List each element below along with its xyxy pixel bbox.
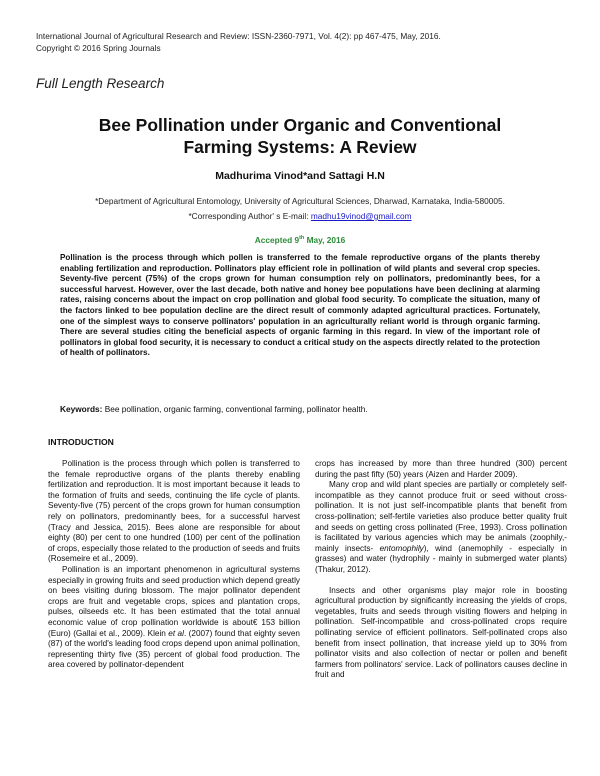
accepted-pre: Accepted 9 bbox=[254, 235, 300, 245]
accepted-sup: th bbox=[299, 235, 305, 242]
keywords-text: Bee pollination, organic farming, conventional farming, pollinator health. bbox=[102, 404, 368, 414]
body-column-right bbox=[315, 459, 567, 681]
section-heading-introduction: INTRODUCTION bbox=[48, 437, 114, 447]
paragraph: Pollination is the process through which pollen is transferred to the female reproductive organs of the plants thereby enabling fertilization and reproduction. It is most important because it leads to the formation of fruits and seeds, continuing the life cycle of plants. Seventy-five (75) percent of the crops grown for human consumption rely on pollinators, predominantly bees, for a successful harvest (Tracy and Jessica, 2015). Bees alone are responsible for about eighty (80) per cent to one hundred (100) per cent of the pollination of crops, especially those related to the production of seeds and fruits (Rosemeire et al., 2009). bbox=[48, 459, 300, 564]
affiliation: *Department of Agricultural Entomology, University of Agricultural Sciences, Dharwad, Karnataka, India-580005. bbox=[95, 196, 505, 206]
italic-text: et al bbox=[168, 628, 184, 638]
accepted-date bbox=[0, 235, 600, 245]
journal-citation: International Journal of Agricultural Research and Review: ISSN-2360-7971, Vol. 4(2): pp 467-475, May, 2016. bbox=[36, 31, 441, 41]
email-link[interactable]: madhu19vinod@gmail.com bbox=[310, 211, 412, 221]
paragraph bbox=[48, 565, 300, 671]
italic-text: entomophily bbox=[379, 543, 424, 553]
correspondence-label: *Corresponding Author' s E-mail: bbox=[188, 211, 311, 221]
accepted-post: May, 2016 bbox=[304, 235, 346, 245]
keywords-label: Keywords: bbox=[60, 404, 103, 414]
paragraph bbox=[315, 480, 567, 575]
title-line-1: Bee Pollination under Organic and Conventional bbox=[98, 115, 502, 135]
author-list: Madhurima Vinod*and Sattagi H.N bbox=[215, 170, 385, 182]
article-type: Full Length Research bbox=[36, 76, 165, 91]
affiliation-block bbox=[0, 194, 600, 224]
paragraph-text: Many crop and wild plant species are partially or completely self-incompatible as they cannot produce fruit or seed without cross-pollination. It is not just self-incompatible plants that benefit from cross-pollination; self-fertile varieties also produce better quality fruit and seeds on getting cross pollinated (Free, 1993). Cross pollination is facilitated by various agencies which may be animals (zoophily,- mainly insects- bbox=[315, 480, 567, 553]
paper-title bbox=[60, 114, 540, 158]
paragraph-text: ), wind (anemophily - especially in grasses) and water (hydrophily - mainly in submerged water plants) (Thakur, 2012). bbox=[315, 543, 567, 574]
paragraph-text: Pollination is an important phenomenon in agricultural systems especially in growing fruits and seed production which depend greatly on bees visiting during blossom. The major pollinator dependent crops are fruit and vegetable crops, spices and plantation crops, pulses, oilseeds etc. It has been estimated that the total annual economic value of crop pollination worldwide is about€ 153 billion (Euro) (Gallai et al., 2009). Klein bbox=[48, 564, 300, 638]
paragraph: Insects and other organisms play major role in boosting agricultural production by significantly increasing the yields of crops, vegetables, fruits and seeds through visiting flowers and helping in pollination. Self-incompatible and cross-pollinated crops require pollinating service of efficient pollinators. Self-pollinated crops also benefit from insect pollination, that increase yield up to 30% from pollinator visits and also collection of nectar or pollen and benefit farmers from pollinators' service. Lack of pollinators causes decline in fruit and bbox=[315, 585, 567, 680]
paragraph-text: . (2007) found that eighty seven (87) of the world's leading food crops depend upon animal pollination, representing thirty five (35) percent of global food production. The area covered by pollinator-dependent bbox=[48, 628, 300, 670]
paragraph: crops has increased by more than three hundred (300) percent during the past fifty (50) years (Aizen and Harder 2009). bbox=[315, 459, 567, 479]
keywords bbox=[60, 404, 540, 414]
copyright-notice: Copyright © 2016 Spring Journals bbox=[36, 43, 161, 53]
abstract: Pollination is the process through which pollen is transferred to the female reproductive organs of the plants thereby enabling fertilization and reproduction. Pollinators play efficient role in pollination of wild plants and several crop species. Seventy-five percent (75%) of the crops grown for human consumption rely on pollinators, predominantly bees, for a successful harvest. However, over the last decade, both native and honey bee populations have been declining at alarming rates, raising concerns about the impact on crop pollination and global food security. To complicate the situation, many of the factors linked to bee population decline are the direct result of commonly adapted agricultural practices. Fortunately, one of the simplest ways to conserve pollinators' population in an agriculturally reliant world is through organic farming. There are several studies citing the beneficial aspects of organic farming in this regard. In view of the important role of pollinators in global food security, it is necessary to conduct a critical study on the aspects directly related to the protection of health of pollinators. bbox=[60, 253, 540, 358]
correspondence bbox=[0, 209, 600, 224]
journal-header bbox=[36, 30, 441, 54]
body-column-left bbox=[48, 459, 300, 671]
title-line-2: Farming Systems: A Review bbox=[183, 137, 417, 157]
